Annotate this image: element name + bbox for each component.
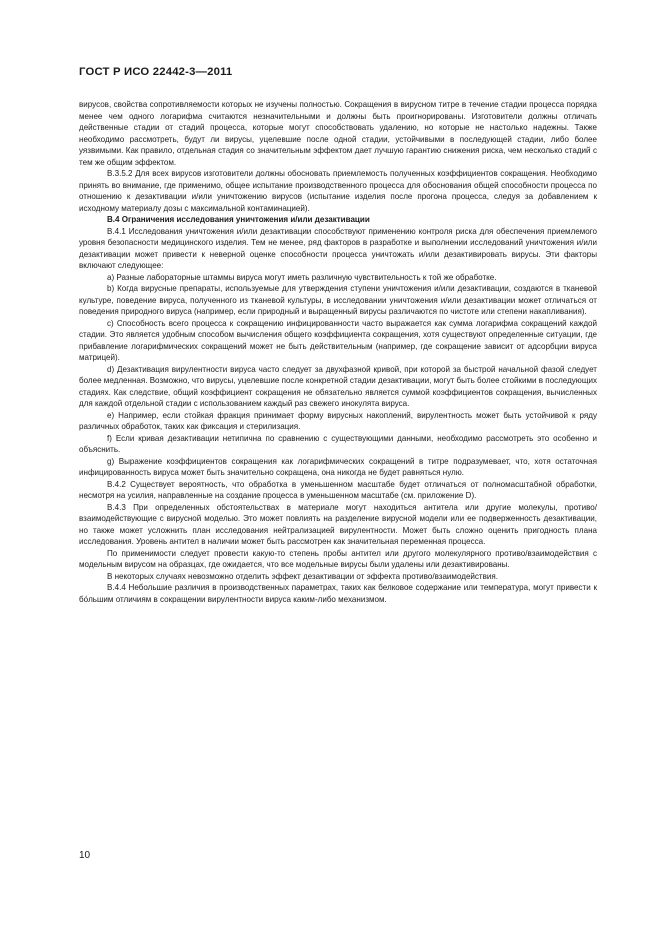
list-item-c: с) Способность всего процесса к сокращению инфицированности часто выражается как сумма логарифма сокращений каждой стадии. Это является удобным способом вычисления общего коэффициента сокращения, хотя существуют определенные ситуации, где прибавление логарифмических сокращений может не быть действительным (например, где сокращение зависит от адсорбции вируса матрицей). [79,318,597,362]
paragraph-b43-cont1: По применимости следует провести какую-то степень пробы антител или другого молекулярного противо/взаимодействия с модельным вирусом на образцах, где ожидается, что все модельные вирусы были удалены или дезактивированы. [79,548,597,569]
paragraph-b43: В.4.3 При определенных обстоятельствах в материале могут находиться антитела или другие молекулы, противо/взаимодействующие с вирусной моделью. Это может повлиять на разделение вирусной модели или ее подверженность дезактивации, но также может усложнить план исследования нейтрализацией вирулентности. Может быть сложно оценить пригодность плана исследования. Уровень антител в наличии может быть рассмотрен как значительная переменная процесса. [79,502,597,546]
document-header: ГОСТ Р ИСО 22442-3—2011 [79,66,233,78]
list-item-d: d) Дезактивация вирулентности вируса часто следует за двухфазной кривой, при которой за быстрой начальной фазой следует более медленная. Возможно, что вирусы, уцелевшие после конкретной стадии дезактивации, могут быть более стойкими в последующих стадиях. Как следствие, общий коэффициент сокращения не обязательно является суммой коэффициентов сокращения, вычисленных для каждой отдельной стадии с использованием каждый раз свежего инокулята вируса. [79,364,597,408]
paragraph-b43-cont2: В некоторых случаях невозможно отделить эффект дезактивации от эффекта противо/взаимодействия. [107,571,498,581]
paragraph-continuation: вирусов, свойства сопротивляемости которых не изучены полностью. Сокращения в вирусном титре в течение стадии процесса порядка менее чем одного логарифма считаются незначительными и должны быть проигнорированы. Изготовители должны отличать действенные стадии от стадий процесса, которые могут способствовать удалению, но которые не настолько надежны. Также необходимо рассмотреть, будут ли вирусы, уцелевшие после одной стадии, устойчивыми в последующей стадии, либо более уязвимыми. Как правило, отдельная стадия со значительным эффектом дает лучшую гарантию снижения риска, чем несколько стадий с тем же общим эффектом. [79,100,597,167]
list-item-g: g) Выражение коэффициентов сокращения как логарифмических сокращений в титре подразумевает, что, хотя остаточная инфицированность вируса может быть значительно сокращена, она никогда не будет равняться нулю. [79,456,597,477]
list-item-b: b) Когда вирусные препараты, используемые для утверждения ступени уничтожения и/или дезактивации, создаются в тканевой культуре, поведение вируса, полученного из тканевой культуры, в исследовании уничтожения и/или дезактивации может отличаться от поведения природного вируса (например, если природный и выращенный вирусы различаются по чистоте или степени накапливания). [79,284,597,316]
paragraph-b352: В.3.5.2 Для всех вирусов изготовители должны обосновать приемлемость полученных коэффициентов сокращения. Необходимо принять во внимание, где применимо, общее испытание производственного процесса для обоснования общей способности процесса по отношению к дезактивации и/или уничтожению вирусов (испытание изделия после прогона процесса, следуя за добавлением к исходному материалу дозы с максимальной контаминацией). [79,169,597,213]
document-body [79,99,597,605]
list-item-f: f) Если кривая дезактивации нетипична по сравнению с существующими данными, необходимо рассмотреть это особенно и объяснить. [79,433,597,454]
section-heading-b4: В.4 Ограничения исследования уничтожения и/или дезактивации [107,215,370,224]
paragraph-b44: В.4.4 Небольшие различия в производственных параметрах, таких как белковое содержание или температура, могут привести к бо́льшим отличиям в сокращении вирулентности вируса каким-либо механизмом. [79,583,597,604]
list-item-e: е) Например, если стойкая фракция принимает форму вирусных накоплений, вирулентность может быть устойчивой к ряду различных обработок, таких как фиксация и стерилизация. [79,410,597,431]
list-item-a: а) Разные лабораторные штаммы вируса могут иметь различную чувствительность к той же обработке. [107,272,497,282]
page-number: 10 [79,850,91,861]
paragraph-b42: В.4.2 Существует вероятность, что обработка в уменьшенном масштабе будет отличаться от полномасштабной обработки, несмотря на усилия, направленные на создание процесса в уменьшенном масштабе (см. приложение D). [79,479,597,500]
paragraph-b41: В.4.1 Исследования уничтожения и/или дезактивации способствуют применению контроля риска для обеспечения приемлемого уровня безопасности медицинского изделия. Тем не менее, ряд факторов в разработке и выполнении исследований уничтожения и/или дезактивации может привести к неверной оценке способности процесса уничтожать и/или дезактивировать вирусы. Эти факторы включают следующее: [79,226,597,270]
